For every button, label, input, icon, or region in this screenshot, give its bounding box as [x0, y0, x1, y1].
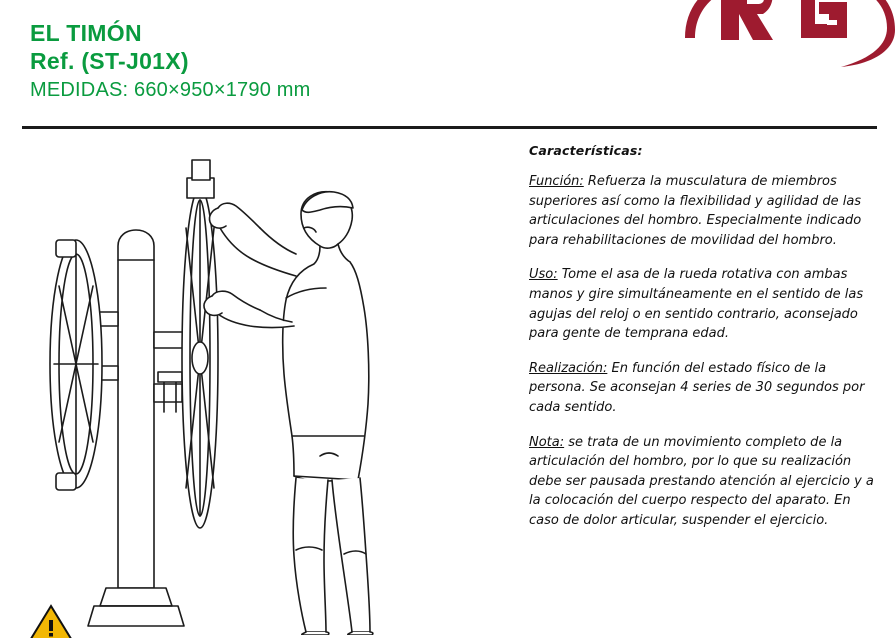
machine-post [88, 230, 184, 626]
paragraph-funcion [529, 172, 875, 250]
warning-triangle-icon [28, 604, 74, 638]
paragraph-nota [529, 433, 875, 531]
paragraph-realizacion [529, 359, 875, 418]
rear-rotary-wheel [50, 240, 102, 490]
product-title-block [30, 20, 311, 104]
paragraph-uso-text: Tome el asa de la rueda rotativa con ambas manos y gire simultáneamente en el sentido de las agujas del reloj o en sentido contrario, aconsejado para gente de temprana edad. [529, 267, 864, 342]
header-divider [22, 126, 877, 129]
characteristics-panel [529, 143, 875, 623]
paragraph-uso [529, 265, 875, 343]
product-name: EL TIMÓN [30, 20, 142, 46]
exercising-person-figure [204, 192, 373, 635]
characteristics-heading: Características: [529, 143, 643, 158]
brand-logo [677, 0, 895, 72]
paragraph-nota-text: se trata de un movimiento completo de la articulación del hombro, por lo que su realización debe ser pausada prestando atención al ejercicio y a la colocación del cuerpo respecto del aparato. En caso de dolor articular, suspender el ejercicio. [529, 434, 874, 528]
paragraph-uso-label: Uso: [529, 267, 558, 283]
paragraph-nota-label: Nota: [529, 434, 565, 450]
paragraph-funcion-label: Función: [529, 174, 584, 189]
paragraph-funcion-text: Refuerza la musculatura de miembros superiores así como la flexibilidad y agilidad de las articulaciones del hombro. Especialmente indicado para rehabilitaciones de movilidad del hombro. [529, 174, 862, 248]
product-reference: Ref. (ST-J01X) [30, 48, 189, 74]
page-header [0, 0, 895, 122]
paragraph-realizacion-label: Realización: [529, 360, 608, 376]
product-illustration [14, 136, 504, 635]
product-dimensions: MEDIDAS: 660×950×1790 mm [30, 79, 311, 101]
paragraph-realizacion-text: En función del estado físico de la persona. Se aconsejan 4 series de 30 segundos por cada sentido. [529, 360, 865, 415]
